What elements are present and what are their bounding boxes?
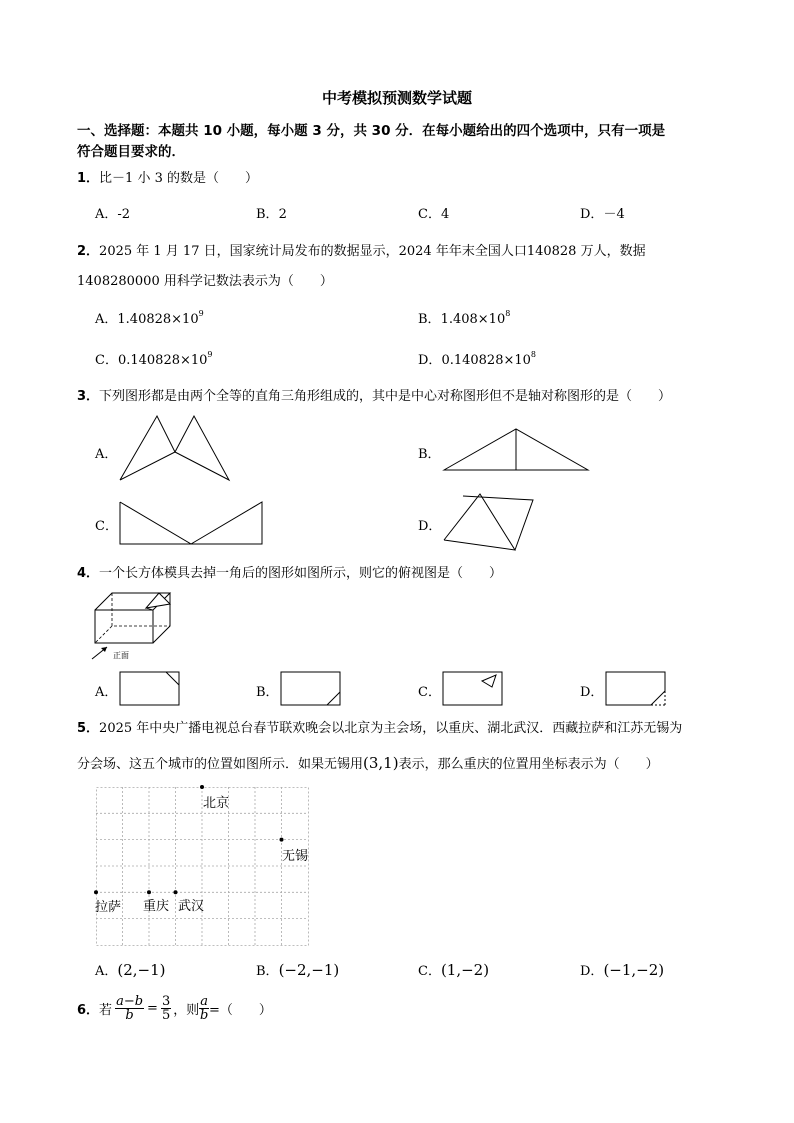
question-number: 5． [77, 721, 100, 736]
q2-option-a[interactable] [95, 308, 204, 327]
question-text-part: 若 [99, 1003, 113, 1018]
question-text: 一个长方体模具去掉一角后的图形如图所示，则它的俯视图是（ ） [99, 566, 503, 581]
fraction-numerator: 3 [161, 994, 171, 1009]
q1-option-d[interactable] [580, 203, 625, 222]
question-text-part: ，则 [173, 1003, 200, 1018]
q3-option-c-label[interactable]: C． [95, 519, 118, 534]
question-text-part: 表示，那么重庆的位置用坐标表示为（ ） [398, 757, 659, 772]
question-3 [77, 385, 671, 404]
city-label-chongqing: 重庆 [143, 899, 170, 914]
fraction-denominator: 5 [161, 1008, 171, 1023]
q2-option-c[interactable] [95, 349, 213, 368]
q3-option-a-label[interactable]: A． [95, 447, 118, 462]
q3-option-b-label[interactable]: B． [418, 447, 441, 462]
option-label: B． [256, 964, 279, 979]
q4-figure-a [119, 671, 181, 707]
option-mantissa: 0.140828×10 [441, 353, 531, 368]
q3-figure-d [443, 492, 535, 552]
option-label: B． [418, 312, 441, 327]
q4-figure-b [280, 671, 342, 707]
fraction-denominator: b [125, 1008, 134, 1023]
equals-sign: = [147, 1001, 158, 1016]
option-label: C． [418, 964, 441, 979]
question-6 [77, 995, 272, 1022]
option-value: (2,−1) [117, 961, 166, 979]
q3-option-d-label[interactable]: D． [418, 519, 442, 534]
option-value: -2 [117, 207, 131, 222]
wuxi-coordinate: (3,1) [363, 754, 399, 772]
question-1 [77, 167, 258, 186]
q4-cuboid-figure [90, 590, 180, 660]
option-label: C． [418, 207, 441, 222]
question-number: 1． [77, 171, 100, 186]
question-number: 3． [77, 389, 100, 404]
fraction-numerator: a−b [116, 994, 144, 1009]
option-label: A． [95, 312, 118, 327]
lasa-dot [94, 890, 98, 894]
option-mantissa: 1.408×10 [440, 312, 506, 327]
city-label-lasa: 拉萨 [95, 900, 122, 915]
question-5 [77, 717, 682, 736]
option-value: 2 [278, 207, 287, 222]
q3-figure-a [118, 414, 233, 482]
option-value: (−2,−1) [278, 961, 340, 979]
question-4 [77, 562, 502, 581]
city-label-wuxi: 无锡 [282, 849, 309, 864]
question-5-line2 [77, 753, 659, 772]
option-exponent: 8 [505, 309, 511, 318]
question-2 [77, 240, 646, 259]
option-value: －4 [603, 207, 625, 222]
option-mantissa: 0.140828×10 [117, 353, 208, 368]
q5-option-b[interactable] [256, 960, 339, 979]
front-view-label: 正面 [113, 651, 129, 660]
q3-figure-b [443, 428, 590, 472]
page-title: 中考模拟预测数学试题 [322, 89, 473, 107]
question-text-part: =（ ） [209, 1003, 272, 1018]
fraction-a-over-b [199, 995, 209, 1022]
fraction-three-fifths [161, 995, 171, 1022]
fraction-a-minus-b-over-b [115, 995, 144, 1022]
q5-city-grid-map [96, 787, 310, 947]
wuhan-dot [174, 890, 178, 894]
section-header-line2: 符合题目要求的． [77, 144, 185, 160]
option-label: D． [418, 353, 442, 368]
question-number: 2． [77, 244, 100, 259]
option-label: D． [580, 964, 604, 979]
option-exponent: 8 [530, 350, 536, 359]
fraction-denominator: b [199, 1008, 209, 1023]
question-text-line1: 2025 年中央广播电视总台春节联欢晚会以北京为主会场，以重庆、湖北武汉．西藏拉萨和江苏无锡为 [99, 721, 683, 736]
q5-option-d[interactable] [580, 960, 664, 979]
option-label: B． [256, 207, 279, 222]
q3-figure-c [118, 500, 264, 546]
option-value: (−1,−2) [603, 961, 665, 979]
q2-option-d[interactable] [418, 349, 536, 368]
option-value: (1,−2) [440, 961, 490, 979]
q1-option-c[interactable] [418, 203, 449, 222]
q4-option-b-label[interactable]: B． [256, 685, 279, 700]
q4-figure-d [605, 671, 667, 707]
wuxi-dot [280, 838, 284, 842]
section-header-line1: 一、选择题：本题共 10 小题，每小题 3 分，共 30 分．在每小题给出的四个选项中，只有一项是 [77, 123, 666, 139]
beijing-dot [200, 785, 204, 789]
question-number: 6． [77, 1003, 100, 1018]
q4-option-c-label[interactable]: C． [418, 685, 441, 700]
q4-option-a-label[interactable]: A． [95, 685, 118, 700]
option-label: C． [95, 353, 118, 368]
q1-option-a[interactable] [95, 203, 130, 222]
question-text-line1: 2025 年 1 月 17 日，国家统计局发布的数据显示，2024 年年末全国人口140828 万人，数据 [99, 244, 646, 259]
city-label-wuhan: 武汉 [178, 899, 205, 914]
question-text-part: 分会场、这五个城市的位置如图所示．如果无锡用 [77, 757, 364, 772]
q5-option-a[interactable] [95, 960, 166, 979]
option-exponent: 9 [198, 309, 204, 318]
q5-option-c[interactable] [418, 960, 489, 979]
city-label-beijing: 北京 [203, 796, 230, 811]
q4-figure-c [442, 671, 504, 707]
chongqing-dot [147, 890, 151, 894]
option-mantissa: 1.40828×10 [117, 312, 199, 327]
question-text: 下列图形都是由两个全等的直角三角形组成的，其中是中心对称图形但不是轴对称图形的是（ ） [99, 389, 672, 404]
option-label: A． [95, 964, 118, 979]
q1-option-b[interactable] [256, 203, 287, 222]
fraction-numerator: a [200, 994, 208, 1009]
q4-option-d-label[interactable]: D． [580, 685, 604, 700]
question-2-line2: 1408280000 用科学记数法表示为（ ） [77, 274, 333, 289]
question-text: 比－1 小 3 的数是（ ） [99, 171, 258, 186]
option-label: A． [95, 207, 118, 222]
q2-option-b[interactable] [418, 308, 510, 327]
option-label: D． [580, 207, 604, 222]
question-number: 4． [77, 566, 100, 581]
option-exponent: 9 [207, 350, 213, 359]
option-value: 4 [440, 207, 450, 222]
